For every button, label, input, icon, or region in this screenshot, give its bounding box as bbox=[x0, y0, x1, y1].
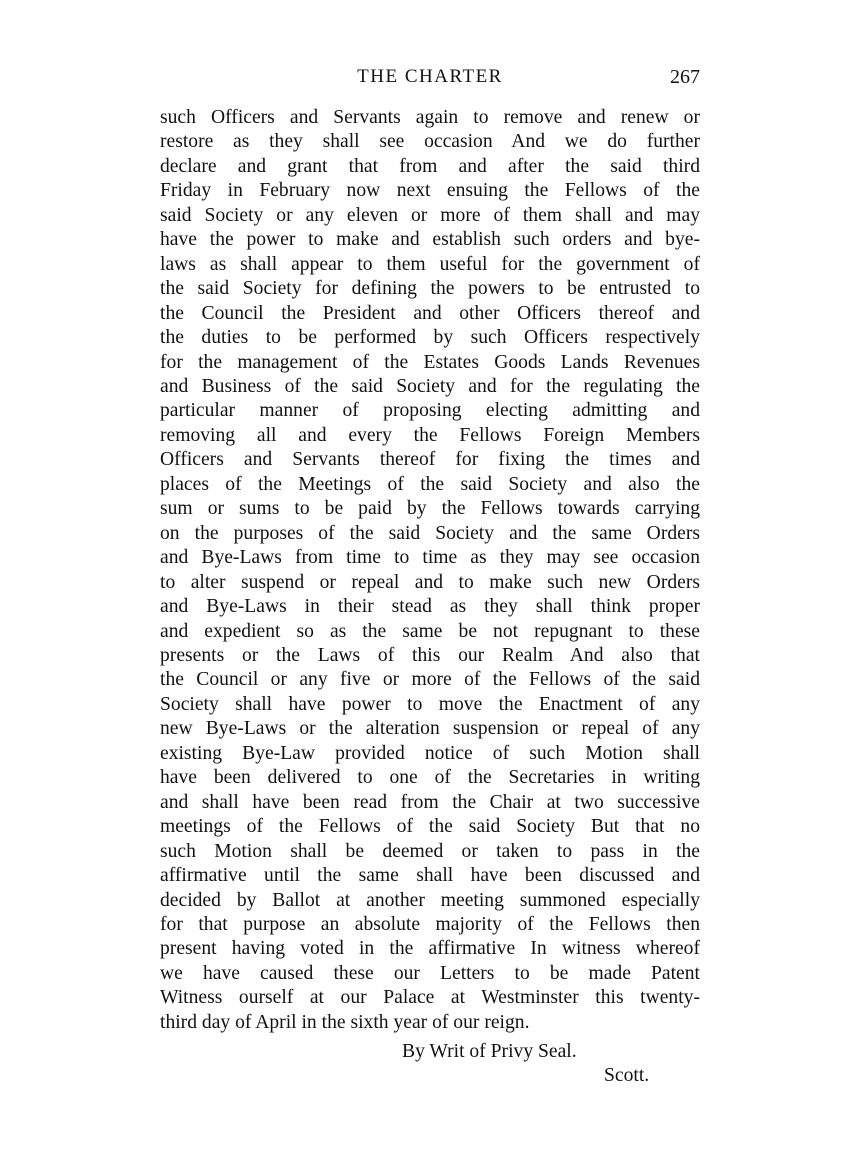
text-line: the Council the President and other Officers thereof and bbox=[160, 302, 700, 324]
text-line: decided by Ballot at another meeting summoned especially bbox=[160, 889, 700, 911]
text-line: and Bye-Laws from time to time as they may see occasion bbox=[160, 547, 700, 569]
text-line: on the purposes of the said Society and the same Orders bbox=[160, 522, 700, 544]
text-line: the duties to be performed by such Officers respectively bbox=[160, 327, 700, 349]
text-line: and shall have been read from the Chair at two successive bbox=[160, 791, 700, 813]
text-line: new Bye-Laws or the alteration suspension or repeal of any bbox=[160, 718, 700, 740]
text-line: particular manner of proposing electing admitting and bbox=[160, 400, 700, 422]
text-line: Witness ourself at our Palace at Westminster this twenty- bbox=[160, 987, 700, 1009]
text-line: such Motion shall be deemed or taken to pass in the bbox=[160, 840, 700, 862]
text-line: declare and grant that from and after the said third bbox=[160, 155, 700, 177]
running-title: THE CHARTER bbox=[357, 66, 503, 87]
writ-line: By Writ of Privy Seal. bbox=[402, 1041, 577, 1062]
text-line: existing Bye-Law provided notice of such Motion shall bbox=[160, 742, 700, 764]
text-line: and expedient so as the same be not repugnant to these bbox=[160, 620, 700, 642]
text-line: Society shall have power to move the Enactment of any bbox=[160, 693, 700, 715]
text-line: the Council or any five or more of the Fellows of the said bbox=[160, 669, 700, 691]
text-line: the said Society for defining the powers to be entrusted to bbox=[160, 278, 700, 300]
text-line: restore as they shall see occasion And we do further bbox=[160, 131, 700, 153]
text-line: presents or the Laws of this our Realm And also that bbox=[160, 644, 700, 666]
text-line: third day of April in the sixth year of our reign. bbox=[160, 1011, 530, 1033]
text-line: meetings of the Fellows of the said Society But that no bbox=[160, 816, 700, 838]
text-line: sum or sums to be paid by the Fellows towards carrying bbox=[160, 498, 700, 520]
text-line: Friday in February now next ensuing the Fellows of the bbox=[160, 180, 700, 202]
text-line: said Society or any eleven or more of them shall and may bbox=[160, 204, 700, 226]
text-line: present having voted in the affirmative In witness whereof bbox=[160, 938, 700, 960]
text-line: to alter suspend or repeal and to make such new Orders bbox=[160, 571, 700, 593]
text-line: removing all and every the Fellows Foreign Members bbox=[160, 424, 700, 446]
text-line: and Business of the said Society and for the regulating the bbox=[160, 375, 700, 397]
text-line: places of the Meetings of the said Society and also the bbox=[160, 473, 700, 495]
text-line: have been delivered to one of the Secretaries in writing bbox=[160, 767, 700, 789]
text-line: such Officers and Servants again to remove and renew or bbox=[160, 107, 700, 128]
signature-line: Scott. bbox=[604, 1065, 650, 1086]
text-line: laws as shall appear to them useful for the government of bbox=[160, 253, 700, 275]
text-line: affirmative until the same shall have been discussed and bbox=[160, 865, 700, 887]
text-line: we have caused these our Letters to be made Patent bbox=[160, 962, 700, 984]
charter-text bbox=[160, 106, 700, 1035]
page-number: 267 bbox=[670, 66, 700, 88]
text-line: have the power to make and establish such orders and bye- bbox=[160, 229, 700, 251]
text-line: and Bye-Laws in their stead as they shall think proper bbox=[160, 596, 700, 618]
text-line: Officers and Servants thereof for fixing the times and bbox=[160, 449, 700, 471]
text-line: for that purpose an absolute majority of the Fellows then bbox=[160, 913, 700, 935]
running-head bbox=[160, 64, 700, 90]
text-line: for the management of the Estates Goods Lands Revenues bbox=[160, 351, 700, 373]
